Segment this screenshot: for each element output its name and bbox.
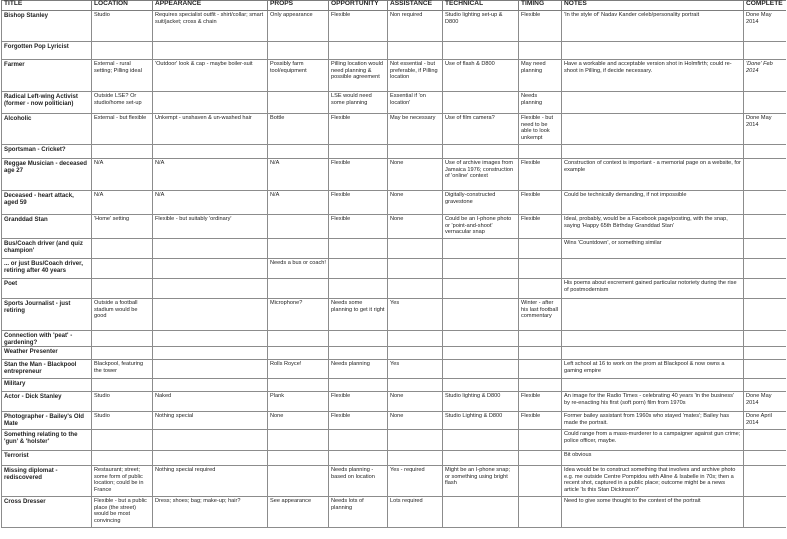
cell-appearance: N/A — [153, 191, 268, 215]
cell-props: Needs a bus or coach! — [268, 259, 329, 279]
cell-title: Alcoholic — [2, 114, 92, 145]
cell-notes: Could range from a mass-murderer to a campaigner against gun crime; police officer, maybe. — [562, 430, 744, 451]
cell-opportunity: Needs planning - based on location — [329, 466, 388, 497]
cell-notes — [562, 145, 744, 159]
table-row — [2, 239, 787, 259]
cell-assistance — [388, 379, 443, 392]
cell-location: 'Home' setting — [92, 215, 153, 239]
cell-timing — [519, 42, 562, 60]
table-row — [2, 42, 787, 60]
cell-appearance — [153, 259, 268, 279]
table-row — [2, 279, 787, 299]
cell-title: Something relating to the 'gun' & 'holster' — [2, 430, 92, 451]
cell-assistance — [388, 145, 443, 159]
cell-opportunity: Flexible — [329, 191, 388, 215]
table-row — [2, 299, 787, 331]
cell-assistance: Yes — [388, 299, 443, 331]
cell-location — [92, 259, 153, 279]
table-row — [2, 145, 787, 159]
cell-notes: Need to give some thought to the context of the portrait — [562, 497, 744, 528]
cell-opportunity — [329, 430, 388, 451]
cell-technical — [443, 279, 519, 299]
cell-opportunity: Pilling location would need planning & possible agreement — [329, 60, 388, 92]
cell-technical: Studio Lighting & D800 — [443, 412, 519, 430]
cell-opportunity: Flexible — [329, 392, 388, 412]
cell-complete — [744, 299, 787, 331]
cell-assistance — [388, 451, 443, 466]
cell-technical: Studio lighting & D800 — [443, 392, 519, 412]
cell-location: Studio — [92, 392, 153, 412]
cell-appearance — [153, 42, 268, 60]
cell-notes: His poems about excrement gained particular notoriety during the rise of postmodernism — [562, 279, 744, 299]
cell-technical — [443, 331, 519, 347]
cell-assistance: None — [388, 412, 443, 430]
cell-props — [268, 331, 329, 347]
cell-props — [268, 430, 329, 451]
cell-props: Microphone? — [268, 299, 329, 331]
cell-appearance: Naked — [153, 392, 268, 412]
cell-technical — [443, 42, 519, 60]
cell-location: Studio — [92, 11, 153, 42]
cell-notes — [562, 347, 744, 360]
header-props: PROPS — [268, 1, 329, 11]
cell-location: External - but flexible — [92, 114, 153, 145]
cell-technical — [443, 451, 519, 466]
cell-opportunity — [329, 451, 388, 466]
cell-complete — [744, 347, 787, 360]
cell-technical — [443, 299, 519, 331]
cell-complete — [744, 239, 787, 259]
table-row — [2, 360, 787, 379]
cell-title: Farmer — [2, 60, 92, 92]
cell-technical — [443, 259, 519, 279]
header-technical: TECHNICAL — [443, 1, 519, 11]
cell-assistance: Yes - required — [388, 466, 443, 497]
cell-timing — [519, 497, 562, 528]
cell-appearance — [153, 430, 268, 451]
cell-title: ... or just Bus/Coach driver, retiring after 40 years — [2, 259, 92, 279]
cell-appearance — [153, 360, 268, 379]
header-appearance: APPEARANCE — [153, 1, 268, 11]
cell-technical: Digitally-constructed gravestone — [443, 191, 519, 215]
cell-props — [268, 451, 329, 466]
cell-timing: Flexible — [519, 191, 562, 215]
cell-title: Sports Journalist - just retiring — [2, 299, 92, 331]
cell-technical: Could be an I-phone photo or 'point-and-shoot' vernacular snap — [443, 215, 519, 239]
cell-notes — [562, 259, 744, 279]
header-title: TITLE — [2, 1, 92, 11]
cell-opportunity: Flexible — [329, 215, 388, 239]
cell-appearance: N/A — [153, 159, 268, 191]
cell-title: Cross Dresser — [2, 497, 92, 528]
cell-opportunity — [329, 239, 388, 259]
table-row — [2, 347, 787, 360]
table-row — [2, 159, 787, 191]
table-row — [2, 114, 787, 145]
cell-props: Possibly farm tool/equipment — [268, 60, 329, 92]
cell-notes: Left school at 16 to work on the prom at Blackpool & now owns a gaming empire — [562, 360, 744, 379]
cell-notes — [562, 42, 744, 60]
cell-title: Reggae Musician - deceased age 27 — [2, 159, 92, 191]
cell-location: Blackpool, featuring the tower — [92, 360, 153, 379]
cell-notes: Former bailey assistant from 1960s who stayed 'mates'; Bailey has made the portrait. — [562, 412, 744, 430]
cell-timing: Flexible — [519, 412, 562, 430]
cell-notes: 'In the style of' Nadav Kander celeb/personality portrait — [562, 11, 744, 42]
cell-title: Forgotten Pop Lyricist — [2, 42, 92, 60]
cell-technical — [443, 379, 519, 392]
cell-location: Outside LSE? Or studio/home set-up — [92, 92, 153, 114]
cell-title: Poet — [2, 279, 92, 299]
cell-location: External - rural setting; Pilling ideal — [92, 60, 153, 92]
cell-notes: Ideal, probably, would be a Facebook page/posting, with the snap, saying 'Happy 65th Birthday Granddad Stan' — [562, 215, 744, 239]
cell-title: Radical Left-wing Activist (former - now politician) — [2, 92, 92, 114]
cell-title: Deceased - heart attack, aged 59 — [2, 191, 92, 215]
cell-opportunity — [329, 259, 388, 279]
cell-technical — [443, 360, 519, 379]
cell-timing — [519, 430, 562, 451]
cell-props: Only appearance — [268, 11, 329, 42]
table-row — [2, 215, 787, 239]
cell-props: See appearance — [268, 497, 329, 528]
cell-appearance — [153, 279, 268, 299]
cell-timing — [519, 466, 562, 497]
cell-notes: Wins 'Countdown', or something similar — [562, 239, 744, 259]
table-row — [2, 430, 787, 451]
cell-title: Connection with 'peat' - gardening? — [2, 331, 92, 347]
cell-technical — [443, 239, 519, 259]
cell-title: Bishop Stanley — [2, 11, 92, 42]
cell-title: Sportsman - Cricket? — [2, 145, 92, 159]
cell-complete — [744, 466, 787, 497]
cell-props — [268, 466, 329, 497]
cell-notes — [562, 92, 744, 114]
cell-notes — [562, 331, 744, 347]
cell-complete — [744, 379, 787, 392]
cell-opportunity — [329, 145, 388, 159]
cell-appearance: Requires specialist outfit - shirt/collar; smart suit/jacket; cross & chain — [153, 11, 268, 42]
table-body — [2, 11, 787, 528]
header-assistance: ASSISTANCE — [388, 1, 443, 11]
cell-location: Flexible - but a public place (the street) would be most convincing — [92, 497, 153, 528]
cell-appearance — [153, 299, 268, 331]
cell-props — [268, 347, 329, 360]
cell-props: N/A — [268, 159, 329, 191]
cell-complete: Done May 2014 — [744, 114, 787, 145]
cell-location: Outside a football stadium would be good — [92, 299, 153, 331]
cell-props — [268, 42, 329, 60]
cell-complete — [744, 497, 787, 528]
cell-complete — [744, 191, 787, 215]
cell-appearance: Unkempt - unshaven & un-washed hair — [153, 114, 268, 145]
cell-timing — [519, 451, 562, 466]
cell-opportunity: Flexible — [329, 114, 388, 145]
cell-timing: Flexible — [519, 159, 562, 191]
cell-location — [92, 279, 153, 299]
cell-technical: Might be an I-phone snap; or something using bright flash — [443, 466, 519, 497]
cell-complete — [744, 451, 787, 466]
cell-assistance: Essential if 'on location' — [388, 92, 443, 114]
cell-complete — [744, 360, 787, 379]
cell-opportunity: LSE would need some planning — [329, 92, 388, 114]
cell-props: Bottle — [268, 114, 329, 145]
cell-complete — [744, 42, 787, 60]
cell-location — [92, 379, 153, 392]
cell-location — [92, 430, 153, 451]
cell-title: Stan the Man - Blackpool entrepreneur — [2, 360, 92, 379]
cell-props — [268, 145, 329, 159]
cell-notes: Have a workable and acceptable version shot in Holmfirth; could re-shoot in Pilling, if decide necessary. — [562, 60, 744, 92]
cell-notes — [562, 114, 744, 145]
cell-props — [268, 215, 329, 239]
cell-props — [268, 92, 329, 114]
cell-appearance — [153, 347, 268, 360]
header-notes: NOTES — [562, 1, 744, 11]
cell-title: Missing diplomat - rediscovered — [2, 466, 92, 497]
cell-opportunity: Needs planning — [329, 360, 388, 379]
cell-timing — [519, 379, 562, 392]
header-opportunity: OPPORTUNITY — [329, 1, 388, 11]
cell-assistance — [388, 331, 443, 347]
cell-opportunity: Flexible — [329, 159, 388, 191]
cell-props: N/A — [268, 191, 329, 215]
cell-timing — [519, 145, 562, 159]
table-row — [2, 392, 787, 412]
cell-technical — [443, 430, 519, 451]
cell-title: Bus/Coach driver (and quiz champion' — [2, 239, 92, 259]
planning-spreadsheet — [1, 0, 786, 539]
cell-location — [92, 145, 153, 159]
cell-technical: Use of film camera? — [443, 114, 519, 145]
cell-appearance — [153, 239, 268, 259]
cell-location: N/A — [92, 191, 153, 215]
cell-technical — [443, 347, 519, 360]
cell-complete — [744, 279, 787, 299]
cell-opportunity — [329, 379, 388, 392]
cell-appearance: Dress; shoes; bag; make-up; hair? — [153, 497, 268, 528]
cell-technical: Studio lighting set-up & D800 — [443, 11, 519, 42]
cell-timing: Winter - after his last football commentary — [519, 299, 562, 331]
cell-assistance: Non required — [388, 11, 443, 42]
table-row — [2, 497, 787, 528]
cell-props — [268, 279, 329, 299]
table-row — [2, 451, 787, 466]
portrait-planning-table — [1, 0, 786, 528]
header-row — [2, 1, 787, 11]
cell-opportunity — [329, 279, 388, 299]
cell-assistance: Yes — [388, 360, 443, 379]
cell-title: Weather Presenter — [2, 347, 92, 360]
cell-timing — [519, 239, 562, 259]
table-row — [2, 379, 787, 392]
cell-timing: Needs planning — [519, 92, 562, 114]
cell-title: Granddad Stan — [2, 215, 92, 239]
cell-timing: Flexible — [519, 11, 562, 42]
cell-timing: Flexible — [519, 392, 562, 412]
cell-complete: Done April 2014 — [744, 412, 787, 430]
cell-opportunity: Needs some planning to get it right — [329, 299, 388, 331]
cell-complete: 'Done' Feb 2014 — [744, 60, 787, 92]
cell-complete — [744, 259, 787, 279]
cell-notes — [562, 379, 744, 392]
cell-title: Terrorist — [2, 451, 92, 466]
table-row — [2, 60, 787, 92]
cell-assistance — [388, 239, 443, 259]
cell-assistance: Lots required — [388, 497, 443, 528]
cell-timing — [519, 347, 562, 360]
cell-assistance: None — [388, 392, 443, 412]
cell-title: Military — [2, 379, 92, 392]
cell-assistance: None — [388, 215, 443, 239]
cell-location — [92, 239, 153, 259]
cell-appearance: Nothing special — [153, 412, 268, 430]
cell-appearance: Flexible - but suitably 'ordinary' — [153, 215, 268, 239]
cell-props: Plank — [268, 392, 329, 412]
cell-appearance — [153, 145, 268, 159]
cell-opportunity: Flexible — [329, 412, 388, 430]
cell-location — [92, 331, 153, 347]
cell-location — [92, 42, 153, 60]
table-row — [2, 466, 787, 497]
cell-props — [268, 379, 329, 392]
cell-timing — [519, 360, 562, 379]
cell-technical: Use of flash & D800 — [443, 60, 519, 92]
header-location: LOCATION — [92, 1, 153, 11]
table-row — [2, 92, 787, 114]
header-timing: TIMING — [519, 1, 562, 11]
table-row — [2, 191, 787, 215]
cell-complete — [744, 215, 787, 239]
cell-appearance: 'Outdoor' look & cap - maybe boiler-suit — [153, 60, 268, 92]
cell-assistance: Not essential - but preferable, if Pilling location — [388, 60, 443, 92]
cell-notes: Could be technically demanding, if not impossible — [562, 191, 744, 215]
cell-complete — [744, 430, 787, 451]
cell-complete: Done May 2014 — [744, 392, 787, 412]
cell-location — [92, 347, 153, 360]
cell-opportunity: Flexible — [329, 11, 388, 42]
table-row — [2, 11, 787, 42]
cell-location — [92, 451, 153, 466]
cell-complete — [744, 145, 787, 159]
cell-technical — [443, 145, 519, 159]
cell-assistance — [388, 42, 443, 60]
cell-appearance: Nothing special required — [153, 466, 268, 497]
cell-assistance — [388, 279, 443, 299]
cell-timing: Flexible — [519, 215, 562, 239]
cell-title: Actor - Dick Stanley — [2, 392, 92, 412]
cell-timing: May need planning — [519, 60, 562, 92]
cell-complete — [744, 159, 787, 191]
table-row — [2, 259, 787, 279]
cell-notes: Bit obvious — [562, 451, 744, 466]
cell-assistance: May be necessary — [388, 114, 443, 145]
cell-timing — [519, 331, 562, 347]
cell-complete: Done May 2014 — [744, 11, 787, 42]
cell-assistance: None — [388, 159, 443, 191]
cell-technical: Use of archive images from Jamaica 1976; construction of 'online' context — [443, 159, 519, 191]
cell-appearance — [153, 92, 268, 114]
cell-opportunity — [329, 331, 388, 347]
cell-assistance — [388, 347, 443, 360]
cell-assistance: None — [388, 191, 443, 215]
cell-notes: An image for the Radio Times - celebrating 40 years 'in the business' by re-enacting his first (soft porn) film from 1970s — [562, 392, 744, 412]
cell-technical — [443, 497, 519, 528]
cell-timing — [519, 279, 562, 299]
cell-timing: Flexible - but need to be able to look unkempt — [519, 114, 562, 145]
cell-props: Rolls Royce! — [268, 360, 329, 379]
cell-timing — [519, 259, 562, 279]
cell-opportunity — [329, 42, 388, 60]
cell-appearance — [153, 379, 268, 392]
cell-complete — [744, 92, 787, 114]
cell-opportunity — [329, 347, 388, 360]
cell-location: N/A — [92, 159, 153, 191]
cell-title: Photographer - Bailey's Old Mate — [2, 412, 92, 430]
cell-assistance — [388, 259, 443, 279]
cell-appearance — [153, 331, 268, 347]
cell-assistance — [388, 430, 443, 451]
table-row — [2, 331, 787, 347]
cell-notes: Idea would be to construct something that involves and archive photo e.g. me outside Centre Pompidou with Aline & Isabelle in 70s; then a recent shot, captured in a public place; outcome might be a news article 'Is this Stan Dickinson?' — [562, 466, 744, 497]
cell-opportunity: Needs lots of planning — [329, 497, 388, 528]
cell-props — [268, 239, 329, 259]
cell-complete — [744, 331, 787, 347]
cell-location: Restaurant; street; some form of public location; could be in France — [92, 466, 153, 497]
cell-location: Studio — [92, 412, 153, 430]
cell-notes — [562, 299, 744, 331]
cell-notes: Construction of context is important - a memorial page on a website, for example — [562, 159, 744, 191]
header-complete: COMPLETE — [744, 1, 787, 11]
cell-appearance — [153, 451, 268, 466]
cell-technical — [443, 92, 519, 114]
table-row — [2, 412, 787, 430]
cell-props: None — [268, 412, 329, 430]
